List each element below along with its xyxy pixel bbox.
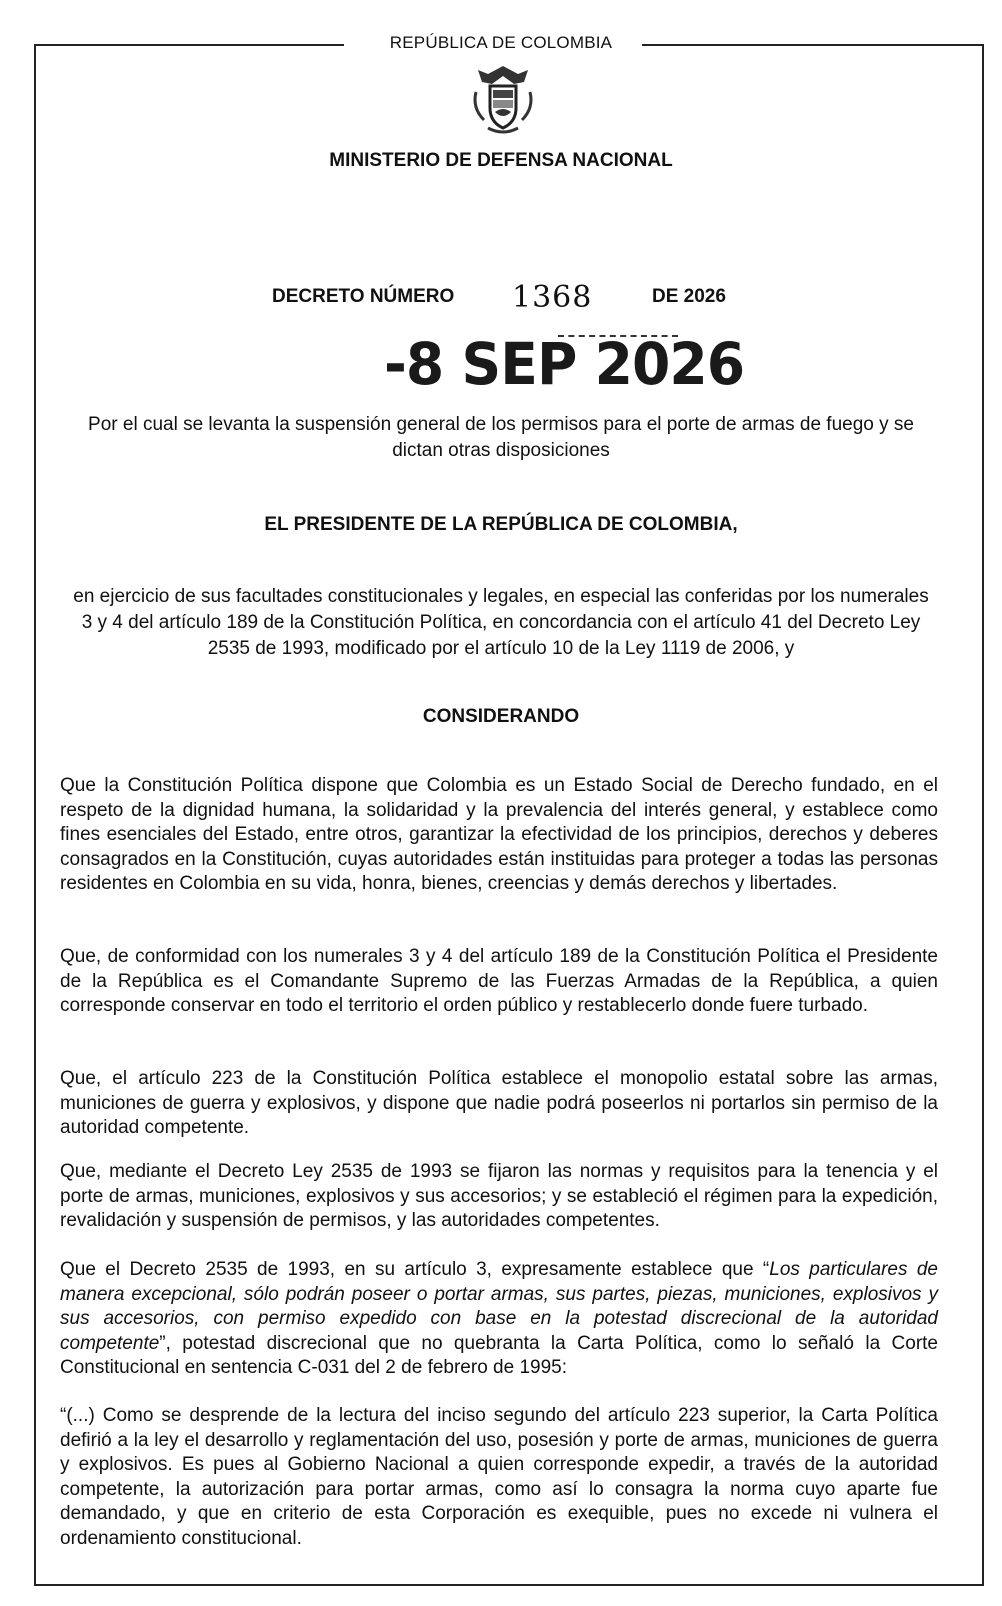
republic-heading: REPÚBLICA DE COLOMBIA <box>0 33 1002 53</box>
decree-label: DECRETO NÚMERO <box>272 286 455 307</box>
ministry-heading: MINISTERIO DE DEFENSA NACIONAL <box>329 150 673 171</box>
recital-paragraph-5 <box>60 1258 938 1381</box>
recital-paragraph-4: Que, mediante el Decreto Ley 2535 de 1993 se fijaron las normas y requisitos para la tenencia y el porte de armas, municiones, explosivos y sus accesorios; y se estableció el régimen para la expedición, revalidación y suspensión de permisos, y las autoridades competentes. <box>60 1161 938 1231</box>
recital-paragraph-2: Que, de conformidad con los numerales 3 y 4 del artículo 189 de la Constitución Política el Presidente de la República es el Comandante Supremo de las Fuerzas Armadas de la República, a quien corresponde conservar en todo el territorio el orden público y restablecerlo donde fuere turbado. <box>60 946 938 1016</box>
date-stamp: -8 SEP 2026 <box>384 330 745 398</box>
recital-5-quote: Los particulares de manera excepcional, sólo podrán poseer o portar armas, sus partes, piezas, municiones, explosivos y sus accesorios, con permiso expedido con base en la potestad discrecional de la autoridad competente <box>60 1259 938 1354</box>
recital-5-start: Que el Decreto 2535 de 1993, en su artículo 3, expresamente establece que “ <box>60 1259 770 1280</box>
decree-number-row <box>0 280 1002 320</box>
powers-paragraph: en ejercicio de sus facultades constitucionales y legales, en especial las conferidas por los numerales 3 y 4 del artículo 189 de la Constitución Política, en concordancia con el artículo 41 del Decreto Ley 2535 de 1993, modificado por el artículo 10 de la Ley 1119 de 2006, y <box>73 586 929 659</box>
decree-subject: Por el cual se levanta la suspensión general de los permisos para el porte de armas de fuego y se dictan otras disposiciones <box>88 414 914 461</box>
considerando-heading: CONSIDERANDO <box>422 706 580 727</box>
quoted-sentence-paragraph: “(...) Como se desprende de la lectura del inciso segundo del artículo 223 superior, la Carta Política defirió a la ley el desarrollo y reglamentación del uso, posesión y porte de armas, municiones de guerra y explosivos. Es pues al Gobierno Nacional a quien corresponde expedir, a través de la autoridad competente, la autorización para portar armas, como así lo consagra la norma cuyo aparte fue demandado, y que en criterio de esta Corporación es exequible, pues no excede ni vulnera el ordenamiento constitucional. <box>60 1405 938 1549</box>
recital-paragraph-3: Que, el artículo 223 de la Constitución Política establece el monopolio estatal sobre las armas, municiones de guerra y explosivos, y dispone que nadie podrá poseerlos ni portarlos sin permiso de la autoridad competente. <box>60 1068 938 1138</box>
decree-number: 1368 <box>512 280 593 315</box>
decree-year: DE 2026 <box>652 286 726 307</box>
recital-5-end: ”, potestad discrecional que no quebranta la Carta Política, como lo señaló la Corte Constitucional en sentencia C-031 del 2 de febrero de 1995: <box>60 1332 938 1378</box>
recital-paragraph-1: Que la Constitución Política dispone que Colombia es un Estado Social de Derecho fundado, en el respeto de la dignidad humana, la solidaridad y la prevalencia del interés general, y establece como fines esenciales del Estado, entre otros, garantizar la efectividad de los principios, derechos y deberes consagrados en la Constitución, cuyas autoridades están instituidas para proteger a todas las personas residentes en Colombia en su vida, honra, bienes, creencias y demás derechos y libertades. <box>60 775 938 894</box>
president-heading: EL PRESIDENTE DE LA REPÚBLICA DE COLOMBIA, <box>264 514 738 535</box>
coat-of-arms-seal <box>468 62 538 138</box>
